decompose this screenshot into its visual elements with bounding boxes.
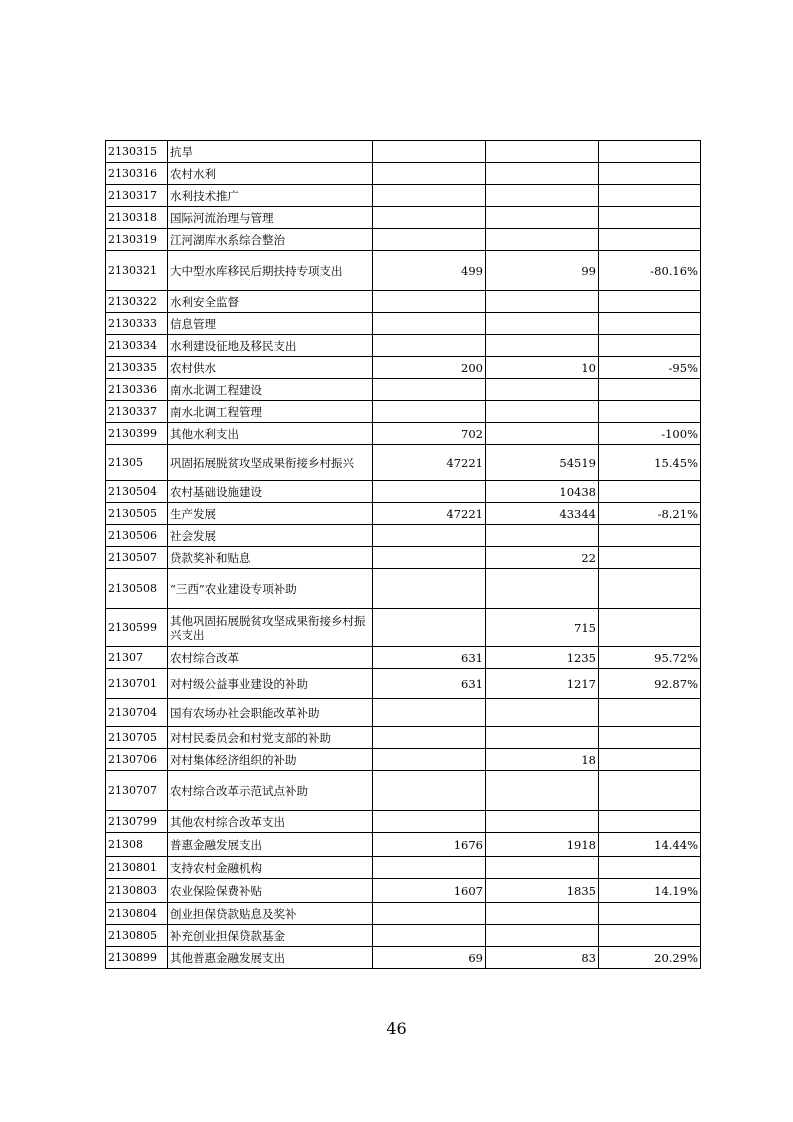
name-cell: 生产发展	[168, 503, 373, 525]
name-cell: 农村综合改革	[168, 647, 373, 669]
value-cell-3: 14.44%	[599, 833, 701, 857]
name-cell: 农村供水	[168, 357, 373, 379]
table-row	[106, 727, 701, 749]
value-cell-3	[599, 207, 701, 229]
code-cell: 2130705	[106, 727, 168, 749]
value-cell-3	[599, 229, 701, 251]
name-cell: 创业担保贷款贴息及奖补	[168, 903, 373, 925]
code-cell: 2130337	[106, 401, 168, 423]
value-cell-3	[599, 609, 701, 647]
name-cell: 贷款奖补和贴息	[168, 547, 373, 569]
value-cell-3	[599, 481, 701, 503]
value-cell-2	[486, 185, 599, 207]
value-cell-1	[373, 727, 486, 749]
name-cell: 大中型水库移民后期扶持专项支出	[168, 251, 373, 291]
value-cell-3	[599, 699, 701, 727]
value-cell-3	[599, 569, 701, 609]
value-cell-2	[486, 771, 599, 811]
code-cell: 2130803	[106, 879, 168, 903]
value-cell-2	[486, 727, 599, 749]
table-row	[106, 503, 701, 525]
code-cell: 2130506	[106, 525, 168, 547]
name-cell: 水利技术推广	[168, 185, 373, 207]
code-cell: 2130319	[106, 229, 168, 251]
value-cell-3	[599, 727, 701, 749]
value-cell-1	[373, 811, 486, 833]
name-cell: 农村综合改革示范试点补助	[168, 771, 373, 811]
table-row	[106, 609, 701, 647]
value-cell-2	[486, 335, 599, 357]
value-cell-2: 22	[486, 547, 599, 569]
name-cell: 支持农村金融机构	[168, 857, 373, 879]
table-row	[106, 811, 701, 833]
code-cell: 21308	[106, 833, 168, 857]
value-cell-1	[373, 229, 486, 251]
name-cell: 补充创业担保贷款基金	[168, 925, 373, 947]
value-cell-3	[599, 335, 701, 357]
table-row	[106, 903, 701, 925]
value-cell-3	[599, 185, 701, 207]
name-cell: 其他普惠金融发展支出	[168, 947, 373, 969]
code-cell: 2130333	[106, 313, 168, 335]
value-cell-2: 99	[486, 251, 599, 291]
code-cell: 2130318	[106, 207, 168, 229]
table-row	[106, 925, 701, 947]
name-cell: 对村民委员会和村党支部的补助	[168, 727, 373, 749]
value-cell-1	[373, 771, 486, 811]
code-cell: 2130321	[106, 251, 168, 291]
name-cell: 信息管理	[168, 313, 373, 335]
value-cell-1: 47221	[373, 503, 486, 525]
table-row	[106, 251, 701, 291]
code-cell: 21305	[106, 445, 168, 481]
value-cell-1	[373, 163, 486, 185]
name-cell: 对村集体经济组织的补助	[168, 749, 373, 771]
budget-table-body	[106, 141, 701, 969]
code-cell: 2130707	[106, 771, 168, 811]
code-cell: 2130799	[106, 811, 168, 833]
value-cell-2	[486, 423, 599, 445]
value-cell-1	[373, 857, 486, 879]
value-cell-3	[599, 291, 701, 313]
table-row	[106, 207, 701, 229]
code-cell: 2130508	[106, 569, 168, 609]
value-cell-3	[599, 141, 701, 163]
value-cell-1	[373, 313, 486, 335]
code-cell: 2130316	[106, 163, 168, 185]
name-cell: 水利安全监督	[168, 291, 373, 313]
value-cell-3: -8.21%	[599, 503, 701, 525]
name-cell: 江河湖库水系综合整治	[168, 229, 373, 251]
value-cell-3	[599, 547, 701, 569]
code-cell: 2130317	[106, 185, 168, 207]
value-cell-3	[599, 313, 701, 335]
value-cell-2: 10438	[486, 481, 599, 503]
table-row	[106, 647, 701, 669]
value-cell-1	[373, 379, 486, 401]
value-cell-2: 1235	[486, 647, 599, 669]
value-cell-3	[599, 749, 701, 771]
code-cell: 2130804	[106, 903, 168, 925]
value-cell-1	[373, 609, 486, 647]
table-row	[106, 445, 701, 481]
value-cell-2	[486, 699, 599, 727]
table-row	[106, 163, 701, 185]
code-cell: 21307	[106, 647, 168, 669]
value-cell-2	[486, 163, 599, 185]
value-cell-3: 14.19%	[599, 879, 701, 903]
name-cell: 其他巩固拓展脱贫攻坚成果衔接乡村振兴支出	[168, 609, 373, 647]
code-cell: 2130334	[106, 335, 168, 357]
table-row	[106, 313, 701, 335]
value-cell-1: 1607	[373, 879, 486, 903]
value-cell-2	[486, 291, 599, 313]
value-cell-3	[599, 925, 701, 947]
table-row	[106, 481, 701, 503]
name-cell: 国际河流治理与管理	[168, 207, 373, 229]
code-cell: 2130399	[106, 423, 168, 445]
code-cell: 2130504	[106, 481, 168, 503]
table-row	[106, 879, 701, 903]
value-cell-1	[373, 569, 486, 609]
name-cell: 农业保险保费补贴	[168, 879, 373, 903]
value-cell-2: 1918	[486, 833, 599, 857]
value-cell-2: 18	[486, 749, 599, 771]
name-cell: 农村基础设施建设	[168, 481, 373, 503]
value-cell-3	[599, 163, 701, 185]
value-cell-3: -80.16%	[599, 251, 701, 291]
value-cell-1	[373, 699, 486, 727]
code-cell: 2130706	[106, 749, 168, 771]
table-row	[106, 185, 701, 207]
value-cell-1	[373, 749, 486, 771]
budget-table	[105, 140, 701, 969]
value-cell-1	[373, 291, 486, 313]
value-cell-1	[373, 525, 486, 547]
table-row	[106, 699, 701, 727]
value-cell-2	[486, 525, 599, 547]
name-cell: 南水北调工程管理	[168, 401, 373, 423]
name-cell: 南水北调工程建设	[168, 379, 373, 401]
table-row	[106, 857, 701, 879]
value-cell-1	[373, 185, 486, 207]
page-number: 46	[386, 1019, 407, 1038]
table-row	[106, 771, 701, 811]
value-cell-1: 702	[373, 423, 486, 445]
table-row	[106, 423, 701, 445]
table-row	[106, 833, 701, 857]
value-cell-3: -95%	[599, 357, 701, 379]
value-cell-3	[599, 525, 701, 547]
value-cell-1: 1676	[373, 833, 486, 857]
value-cell-2	[486, 925, 599, 947]
value-cell-1: 631	[373, 669, 486, 699]
value-cell-3: 92.87%	[599, 669, 701, 699]
name-cell: 普惠金融发展支出	[168, 833, 373, 857]
value-cell-1: 47221	[373, 445, 486, 481]
name-cell: 国有农场办社会职能改革补助	[168, 699, 373, 727]
value-cell-2	[486, 811, 599, 833]
value-cell-1	[373, 925, 486, 947]
name-cell: 其他农村综合改革支出	[168, 811, 373, 833]
code-cell: 2130315	[106, 141, 168, 163]
table-row	[106, 141, 701, 163]
table-row	[106, 379, 701, 401]
value-cell-2: 10	[486, 357, 599, 379]
name-cell: 农村水利	[168, 163, 373, 185]
value-cell-3	[599, 903, 701, 925]
code-cell: 2130801	[106, 857, 168, 879]
value-cell-1: 631	[373, 647, 486, 669]
value-cell-1	[373, 401, 486, 423]
name-cell: 巩固拓展脱贫攻坚成果衔接乡村振兴	[168, 445, 373, 481]
value-cell-1: 69	[373, 947, 486, 969]
value-cell-3	[599, 379, 701, 401]
code-cell: 2130805	[106, 925, 168, 947]
value-cell-1	[373, 903, 486, 925]
value-cell-2	[486, 207, 599, 229]
value-cell-2	[486, 229, 599, 251]
name-cell: 其他水利支出	[168, 423, 373, 445]
value-cell-3: 15.45%	[599, 445, 701, 481]
budget-table-container	[105, 140, 700, 969]
value-cell-3	[599, 857, 701, 879]
code-cell: 2130507	[106, 547, 168, 569]
code-cell: 2130899	[106, 947, 168, 969]
code-cell: 2130599	[106, 609, 168, 647]
value-cell-1	[373, 547, 486, 569]
code-cell: 2130505	[106, 503, 168, 525]
value-cell-3	[599, 771, 701, 811]
code-cell: 2130322	[106, 291, 168, 313]
name-cell: 抗旱	[168, 141, 373, 163]
code-cell: 2130701	[106, 669, 168, 699]
value-cell-1	[373, 481, 486, 503]
name-cell: 对村级公益事业建设的补助	[168, 669, 373, 699]
value-cell-2	[486, 401, 599, 423]
value-cell-3: 95.72%	[599, 647, 701, 669]
value-cell-2: 715	[486, 609, 599, 647]
table-row	[106, 525, 701, 547]
value-cell-1: 499	[373, 251, 486, 291]
value-cell-3	[599, 401, 701, 423]
table-row	[106, 749, 701, 771]
value-cell-2: 43344	[486, 503, 599, 525]
value-cell-3: 20.29%	[599, 947, 701, 969]
code-cell: 2130704	[106, 699, 168, 727]
table-row	[106, 547, 701, 569]
name-cell: 水利建设征地及移民支出	[168, 335, 373, 357]
value-cell-2	[486, 313, 599, 335]
value-cell-2: 1217	[486, 669, 599, 699]
value-cell-2: 54519	[486, 445, 599, 481]
value-cell-2	[486, 903, 599, 925]
value-cell-3: -100%	[599, 423, 701, 445]
value-cell-2	[486, 141, 599, 163]
name-cell: “三西”农业建设专项补助	[168, 569, 373, 609]
value-cell-2: 1835	[486, 879, 599, 903]
table-row	[106, 947, 701, 969]
value-cell-2: 83	[486, 947, 599, 969]
table-row	[106, 569, 701, 609]
table-row	[106, 669, 701, 699]
value-cell-3	[599, 811, 701, 833]
table-row	[106, 357, 701, 379]
table-row	[106, 229, 701, 251]
value-cell-1: 200	[373, 357, 486, 379]
value-cell-1	[373, 141, 486, 163]
table-row	[106, 335, 701, 357]
code-cell: 2130336	[106, 379, 168, 401]
table-row	[106, 401, 701, 423]
value-cell-2	[486, 569, 599, 609]
table-row	[106, 291, 701, 313]
value-cell-1	[373, 207, 486, 229]
name-cell: 社会发展	[168, 525, 373, 547]
value-cell-2	[486, 379, 599, 401]
value-cell-2	[486, 857, 599, 879]
value-cell-1	[373, 335, 486, 357]
code-cell: 2130335	[106, 357, 168, 379]
